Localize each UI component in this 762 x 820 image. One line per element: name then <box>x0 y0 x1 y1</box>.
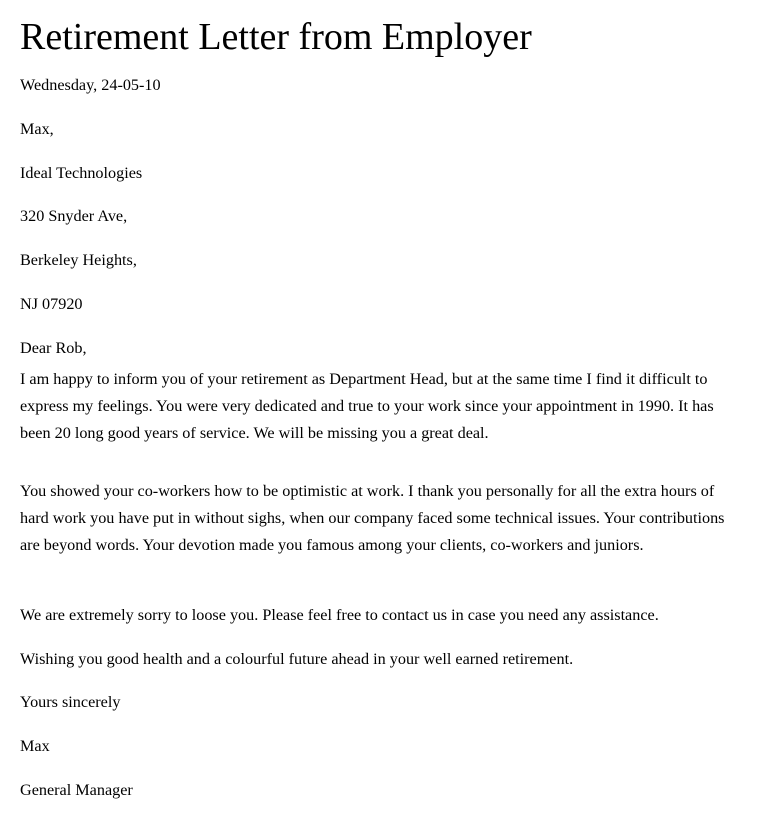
salutation: Dear Rob, <box>20 339 87 357</box>
closing: Yours sincerely <box>20 693 121 711</box>
recipient-street: 320 Snyder Ave, <box>20 207 128 225</box>
signature-name: Max <box>20 737 50 755</box>
recipient-name: Max, <box>20 120 54 138</box>
recipient-city: Berkeley Heights, <box>20 251 137 269</box>
body-paragraph-2: You showed your co-workers how to be optimistic at work. I thank you personally for all the extra hours of hard work you have put in without sighs, when our company faced some technical issues. Your contributions are beyond words. Your devotion made you famous among your clients, co-workers and juniors. <box>20 482 725 554</box>
letter-date: Wednesday, 24-05-10 <box>20 76 161 94</box>
signature-title: General Manager <box>20 781 133 799</box>
body-paragraph-1: I am happy to inform you of your retirement as Department Head, but at the same time I find it difficult to express my feelings. You were very dedicated and true to your work since your appointment in 1990. It has been 20 long good years of service. We will be missing you a great deal. <box>20 370 714 442</box>
body-paragraph-3: We are extremely sorry to loose you. Please feel free to contact us in case you need any assistance. <box>20 606 659 624</box>
recipient-state-zip: NJ 07920 <box>20 295 83 313</box>
recipient-company: Ideal Technologies <box>20 164 143 182</box>
letter-title: Retirement Letter from Employer <box>20 16 532 58</box>
body-paragraph-4: Wishing you good health and a colourful future ahead in your well earned retirement. <box>20 650 574 668</box>
